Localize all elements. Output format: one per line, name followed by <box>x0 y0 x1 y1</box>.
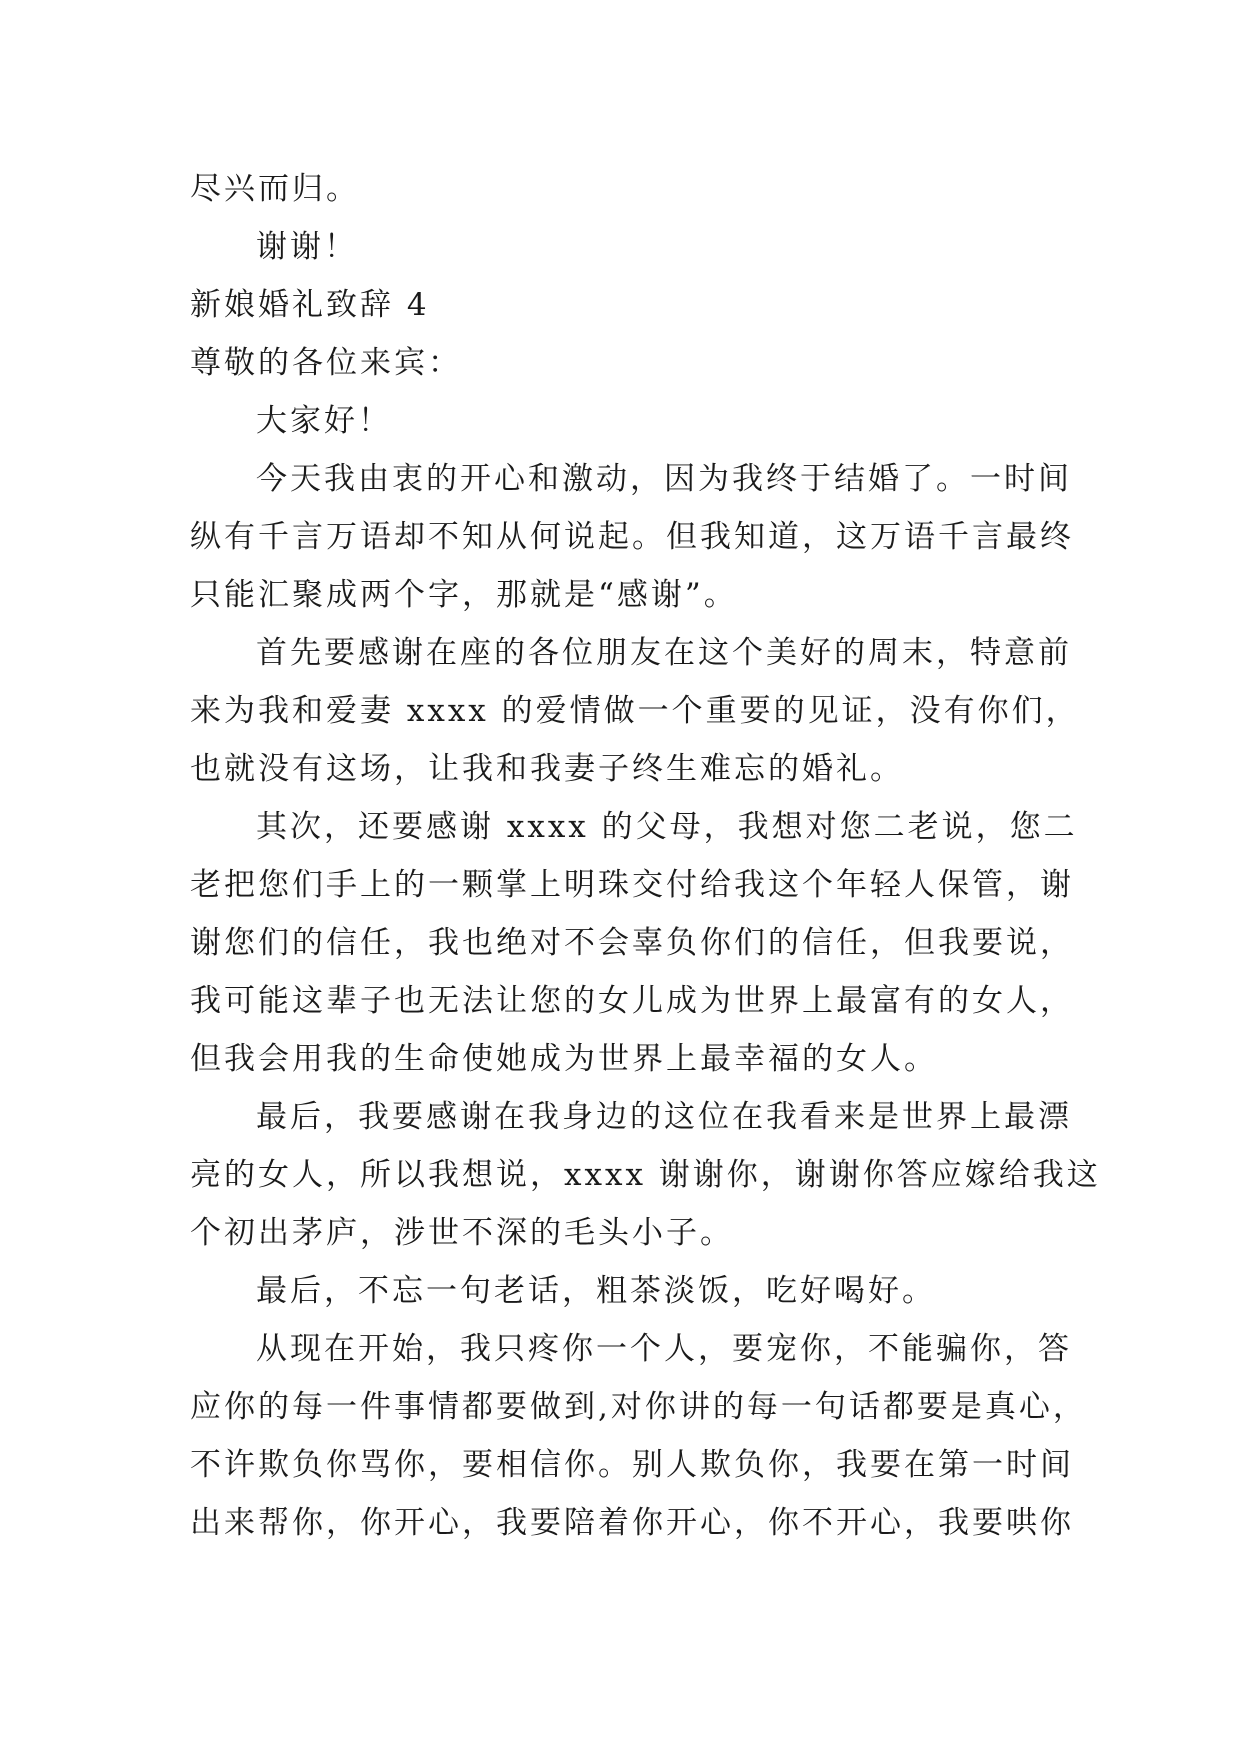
paragraph-line: 来为我和爱妻 xxxx 的爱情做一个重要的见证，没有你们， <box>190 693 1080 729</box>
paragraph-line: 纵有千言万语却不知从何说起。但我知道，这万语千言最终 <box>190 519 1074 555</box>
paragraph-line: 应你的每一件事情都要做到,对你讲的每一句话都要是真心， <box>190 1389 1087 1425</box>
paragraph-line: 出来帮你，你开心，我要陪着你开心，你不开心，我要哄你 <box>190 1505 1074 1541</box>
section-heading: 新娘婚礼致辞 4 <box>190 287 430 323</box>
paragraph-line: 最后，不忘一句老话，粗茶淡饭，吃好喝好。 <box>256 1273 936 1309</box>
paragraph-line: 我可能这辈子也无法让您的女儿成为世界上最富有的女人， <box>190 983 1074 1019</box>
greeting: 大家好！ <box>256 403 392 439</box>
paragraph-line: 亮的女人，所以我想说，xxxx 谢谢你，谢谢你答应嫁给我这 <box>190 1157 1101 1193</box>
text-line: 尽兴而归。 <box>190 171 360 207</box>
paragraph-line: 最后，我要感谢在我身边的这位在我看来是世界上最漂 <box>256 1099 1072 1135</box>
paragraph-line: 从现在开始，我只疼你一个人，要宠你，不能骗你，答 <box>256 1331 1072 1367</box>
text-line: 谢谢！ <box>256 229 358 265</box>
paragraph-line: 但我会用我的生命使她成为世界上最幸福的女人。 <box>190 1041 938 1077</box>
paragraph-line: 个初出茅庐，涉世不深的毛头小子。 <box>190 1215 734 1251</box>
paragraph-line: 今天我由衷的开心和激动，因为我终于结婚了。一时间 <box>256 461 1072 497</box>
document-body <box>190 160 1101 1552</box>
paragraph-line: 首先要感谢在座的各位朋友在这个美好的周末，特意前 <box>256 635 1072 671</box>
paragraph-line: 谢您们的信任，我也绝对不会辜负你们的信任，但我要说， <box>190 925 1074 961</box>
paragraph-line: 不许欺负你骂你，要相信你。别人欺负你，我要在第一时间 <box>190 1447 1074 1483</box>
paragraph-line: 也就没有这场，让我和我妻子终生难忘的婚礼。 <box>190 751 904 787</box>
paragraph-line: 只能汇聚成两个字，那就是“感谢”。 <box>190 577 738 613</box>
salutation: 尊敬的各位来宾： <box>190 345 462 381</box>
paragraph-line: 老把您们手上的一颗掌上明珠交付给我这个年轻人保管，谢 <box>190 867 1074 903</box>
paragraph-line: 其次，还要感谢 xxxx 的父母，我想对您二老说，您二 <box>256 809 1078 845</box>
